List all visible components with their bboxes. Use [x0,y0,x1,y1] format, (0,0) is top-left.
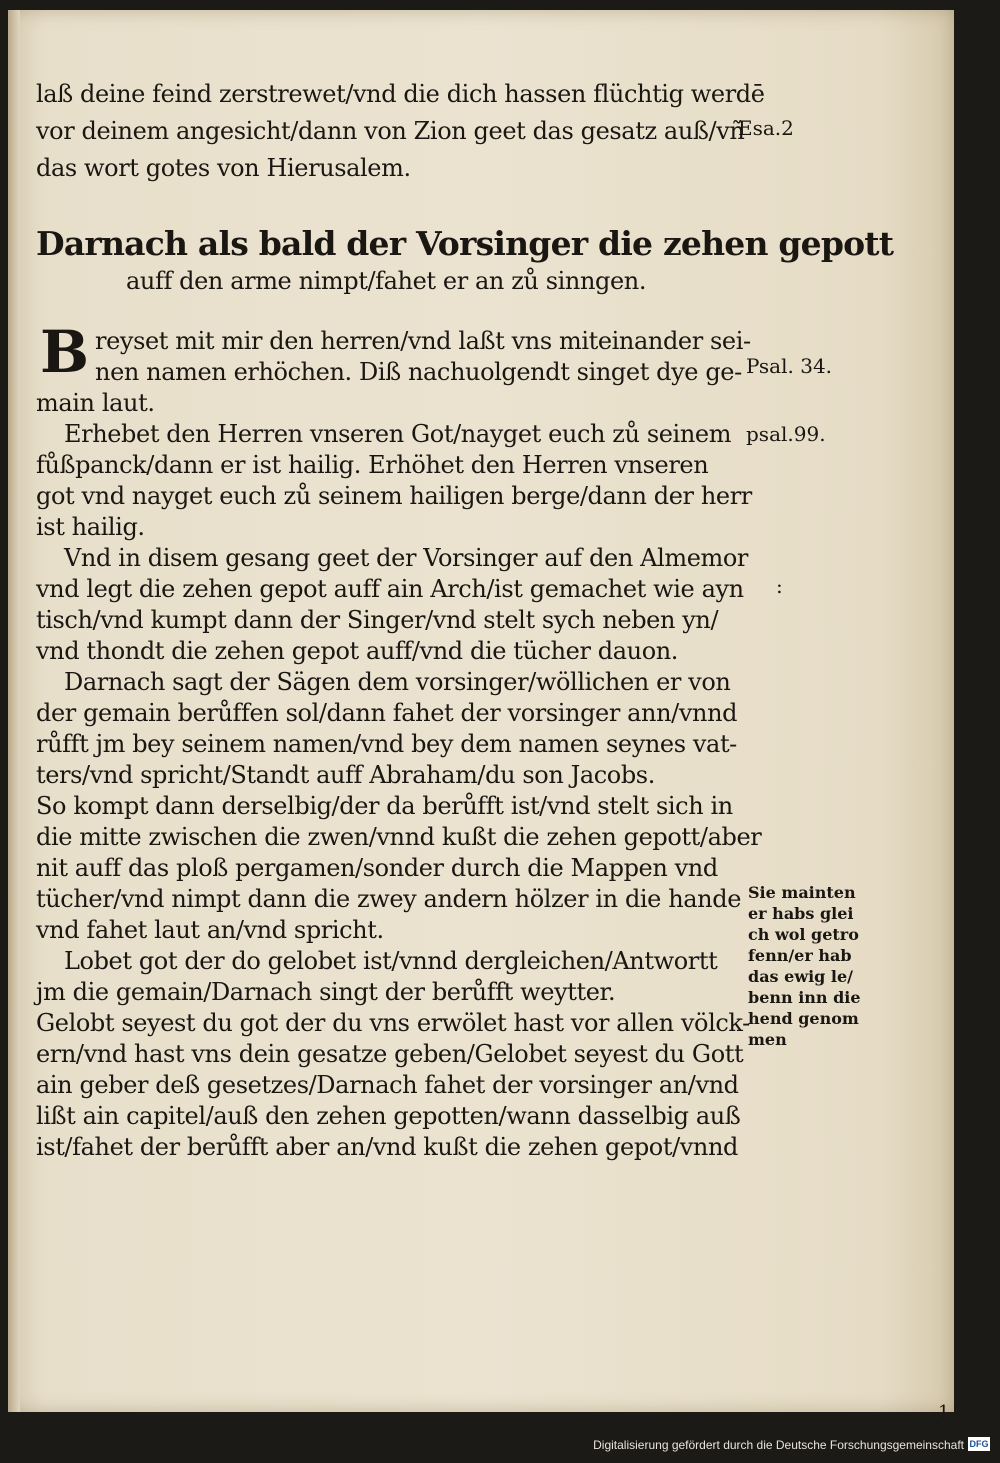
text-line: got vnd nayget euch zů seinem hailigen berge/dann der herr [36,482,752,510]
text-line: die mitte zwischen die zwen/vnnd kußt die zehen gepott/aber [36,823,762,851]
text-line: main laut. [36,389,155,417]
text-line: vnd thondt die zehen gepot auff/vnd die tücher dauon. [36,637,679,665]
gloss-line: men [748,1030,787,1049]
gloss-line: Sie mainten [748,883,856,902]
text-line: So kompt dann derselbig/der da berůfft ist/vnd stelt sich in [36,792,733,820]
text-line: laß deine feind zerstrewet/vnd die dich hassen flüchtig werdē [36,80,765,108]
funding-footer: Digitalisierung gefördert durch die Deutsche Forschungsgemeinschaft [593,1438,964,1452]
text-line: tücher/vnd nimpt dann die zwey andern hölzer in die hande [36,885,742,913]
text-line: ist/fahet der berůfft aber an/vnd kußt die zehen gepot/vnnd [36,1133,739,1161]
margin-ref-psal99: psal.99. [746,422,826,446]
body-text [36,318,762,1163]
section-heading [36,224,894,298]
margin-colon: : [776,574,783,598]
top-paragraph [36,76,765,187]
gloss-line: das ewig le/ [748,967,854,986]
gloss-line: er habs glei [748,904,854,923]
heading-line-2: auff den arme nimpt/fahet er an zů sinngen. [126,267,647,295]
text-line: Vnd in disem gesang geet der Vorsinger auf den Almemor [64,544,748,572]
text-line: tisch/vnd kumpt dann der Singer/vnd stelt sych neben yn/ [36,606,719,634]
text-line: ern/vnd hast vns dein gesatze geben/Gelobet seyest du Gott [36,1040,744,1068]
text-line: nit auff das ploß pergamen/sonder durch die Mappen vnd [36,854,718,882]
page-scan [8,10,954,1423]
page-spine [8,10,20,1412]
folio-mark: 1 [938,1402,950,1423]
gloss-line: fenn/er hab [748,946,852,965]
text-line: Erhebet den Herren vnseren Got/nayget euch zů seinem [64,420,732,448]
text-line: das wort gotes von Hierusalem. [36,154,411,182]
heading-line-1: Darnach als bald der Vorsinger die zehen gepott [36,224,894,263]
text-line: vor deinem angesicht/dann von Zion geet das gesatz auß/vñ [36,117,745,145]
text-line: reyset mit mir den herren/vnd laßt vns miteinander sei- [95,327,751,355]
text-line: Gelobt seyest du got der du vns erwölet hast vor allen völck- [36,1009,750,1037]
margin-ref-psal34: Psal. 34. [746,354,833,378]
text-line: der gemain berůffen sol/dann fahet der vorsinger ann/vnnd [36,699,738,727]
dfg-logo: DFG [969,1439,989,1449]
text-line: vnd fahet laut an/vnd spricht. [36,916,384,944]
drop-initial: B [40,318,90,386]
margin-ref-esa: Esa.2 [738,116,794,140]
gloss-line: benn inn die [748,988,861,1007]
margin-gloss [748,882,878,1050]
text-line: lißt ain capitel/auß den zehen gepotten/wann dasselbig auß [36,1102,741,1130]
text-line: fůßpanck/dann er ist hailig. Erhöhet den Herren vnseren [36,451,709,479]
gloss-line: hend genom [748,1009,859,1028]
gloss-line: ch wol getro [748,925,859,944]
text-line: Lobet got der do gelobet ist/vnnd dergleichen/Antwortt [64,947,718,975]
text-line: růfft jm bey seinem namen/vnd bey dem namen seynes vat- [36,730,737,758]
text-line: vnd legt die zehen gepot auff ain Arch/ist gemachet wie ayn [36,575,744,603]
text-line: Darnach sagt der Sägen dem vorsinger/wöllichen er von [64,668,731,696]
text-line: ters/vnd spricht/Standt auff Abraham/du son Jacobs. [36,761,655,789]
text-line: ain geber deß gesetzes/Darnach fahet der vorsinger an/vnd [36,1071,739,1099]
text-line: ist hailig. [36,513,145,541]
text-line: jm die gemain/Darnach singt der berůfft weytter. [36,978,616,1006]
text-line: nen namen erhöchen. Diß nachuolgendt singet dye ge- [95,358,742,386]
